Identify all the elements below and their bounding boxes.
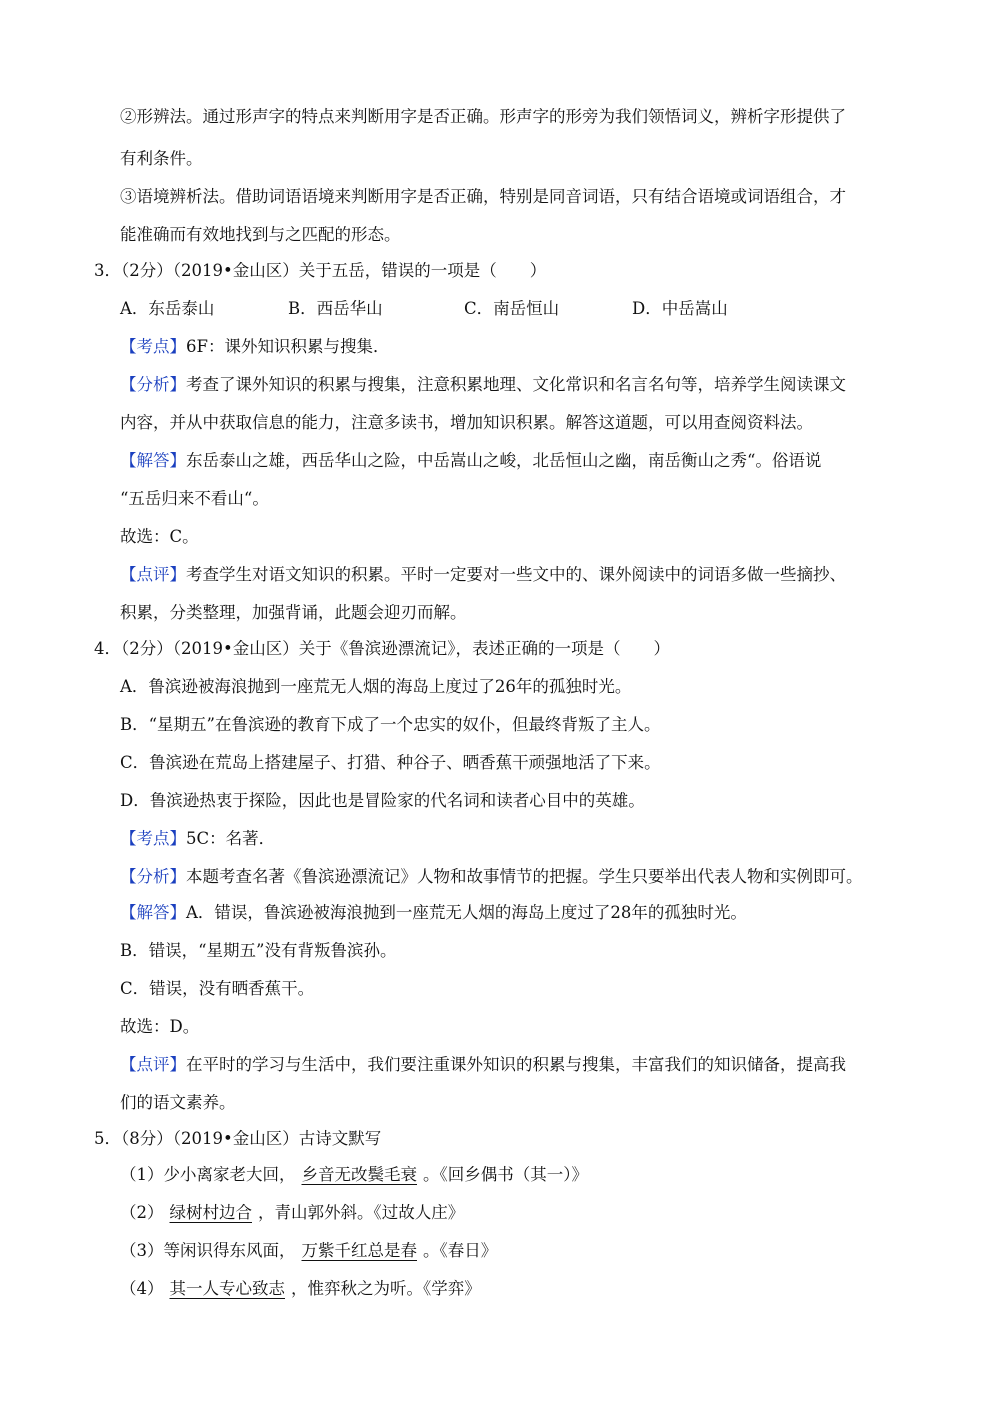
q3-stem: 3．（2分）（2019•金山区）关于五岳，错误的一项是（ ）	[94, 261, 547, 280]
q5-line-2	[120, 1202, 464, 1224]
q4-jieda-a: A．错误，鲁滨逊被海浪抛到一座荒无人烟的海岛上度过了28年的孤独时光。	[186, 903, 747, 922]
q3-fenxi-text: 考查了课外知识的积累与搜集，注意积累地理、文化常识和名言名句等，培养学生阅读课文	[186, 375, 846, 394]
q4-kaodian-text: 5C：名著．	[186, 829, 276, 848]
q4-jieda	[120, 902, 747, 924]
q4-option-b: B．“星期五”在鲁滨逊的教育下成了一个忠实的奴仆，但最终背叛了主人。	[120, 715, 661, 734]
fenxi-tag: 【分析】	[120, 867, 186, 886]
q3-jieda-cont: “五岳归来不看山“。	[120, 489, 269, 508]
q4-jieda-c: C．错误，没有晒香蕉干。	[120, 979, 315, 998]
q3-jieda-text: 东岳泰山之雄，西岳华山之险，中岳嵩山之峻，北岳恒山之幽，南岳衡山之秀“。俗语说	[186, 451, 822, 470]
q4-option-d: D．鲁滨逊热衷于探险，因此也是冒险家的代名词和读者心目中的英雄。	[120, 791, 645, 810]
q5-line-3-answer: 万紫千红总是春	[301, 1241, 417, 1260]
q3-fenxi-cont: 内容，并从中获取信息的能力，注意多读书，增加知识积累。解答这道题，可以用查阅资料法。	[120, 413, 813, 432]
q5-line-4	[120, 1278, 481, 1300]
q5-line-3	[120, 1240, 497, 1262]
dianping-tag: 【点评】	[120, 565, 186, 584]
q4-dianping-cont: 们的语文素养。	[120, 1093, 236, 1112]
q5-line-2-prefix: （2）	[120, 1203, 164, 1222]
q3-fenxi	[120, 374, 846, 396]
q5-line-2-suffix: ，青山郭外斜。《过故人庄》	[258, 1203, 465, 1222]
q5-line-1-answer: 乡音无改鬓毛衰	[301, 1165, 417, 1184]
q3-jieda	[120, 450, 821, 472]
q5-line-1-prefix: （1）少小离家老大回，	[120, 1165, 296, 1184]
q3-option-d: D．中岳嵩山	[632, 299, 728, 318]
q4-dianping	[120, 1054, 846, 1076]
q4-dianping-text: 在平时的学习与生活中，我们要注重课外知识的积累与搜集，丰富我们的知识储备，提高我	[186, 1055, 846, 1074]
q4-jieda-b: B．错误，“星期五”没有背叛鲁滨孙。	[120, 941, 397, 960]
q3-kaodian-text: 6F：课外知识积累与搜集．	[186, 337, 390, 356]
q5-line-3-prefix: （3）等闲识得东风面，	[120, 1241, 296, 1260]
fenxi-tag: 【分析】	[120, 375, 186, 394]
kaodian-tag: 【考点】	[120, 829, 186, 848]
q5-stem: 5．（8分）（2019•金山区）古诗文默写	[94, 1129, 382, 1148]
q4-option-c: C．鲁滨逊在荒岛上搭建屋子、打猎、种谷子、晒香蕉干顽强地活了下来。	[120, 753, 661, 772]
method-2-line-2: 有利条件。	[120, 149, 203, 168]
kaodian-tag: 【考点】	[120, 337, 186, 356]
q3-option-c: C．南岳恒山	[464, 299, 560, 318]
q3-option-b: B．西岳华山	[288, 299, 383, 318]
method-3-line-2: 能准确而有效地找到与之匹配的形态。	[120, 225, 401, 244]
jieda-tag: 【解答】	[120, 903, 186, 922]
q5-line-3-suffix: 。《春日》	[423, 1241, 498, 1260]
q4-stem: 4．（2分）（2019•金山区）关于《鲁滨逊漂流记》，表述正确的一项是（ ）	[94, 639, 670, 658]
q3-option-a: A．东岳泰山	[120, 299, 215, 318]
q4-answer: 故选：D。	[120, 1017, 200, 1036]
q5-line-2-answer: 绿树村边合	[169, 1203, 252, 1222]
q5-line-1-suffix: 。《回乡偶书（其一）》	[423, 1165, 588, 1184]
q5-line-4-suffix: ，惟弈秋之为听。《学弈》	[291, 1279, 481, 1298]
q5-line-4-prefix: （4）	[120, 1279, 164, 1298]
q5-line-4-answer: 其一人专心致志	[169, 1279, 285, 1298]
method-3-line-1: ③语境辨析法。借助词语语境来判断用字是否正确，特别是同音词语，只有结合语境或词语组合，才	[120, 187, 846, 206]
q4-fenxi	[120, 866, 863, 888]
q3-kaodian	[120, 336, 389, 358]
dianping-tag: 【点评】	[120, 1055, 186, 1074]
q4-fenxi-text: 本题考查名著《鲁滨逊漂流记》人物和故事情节的把握。学生只要举出代表人物和实例即可。	[186, 867, 863, 886]
q3-dianping	[120, 564, 846, 586]
q3-dianping-cont: 积累，分类整理，加强背诵，此题会迎刃而解。	[120, 603, 467, 622]
q3-options	[120, 298, 728, 320]
q4-kaodian	[120, 828, 275, 850]
q4-option-a: A．鲁滨逊被海浪抛到一座荒无人烟的海岛上度过了26年的孤独时光。	[120, 677, 632, 696]
q3-answer: 故选：C。	[120, 527, 199, 546]
method-2-line-1: ②形辨法。通过形声字的特点来判断用字是否正确。形声字的形旁为我们领悟词义，辨析字形提供了	[120, 107, 846, 126]
jieda-tag: 【解答】	[120, 451, 186, 470]
q3-dianping-text: 考查学生对语文知识的积累。平时一定要对一些文中的、课外阅读中的词语多做一些摘抄、	[186, 565, 846, 584]
q5-line-1	[120, 1164, 588, 1186]
